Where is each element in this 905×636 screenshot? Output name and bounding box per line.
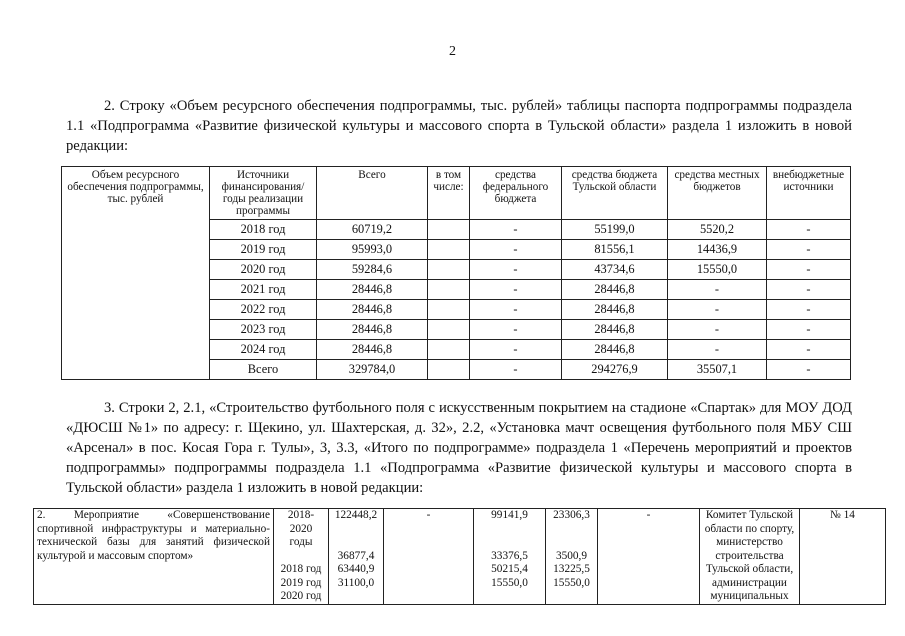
year-cell: 2018 год — [210, 220, 317, 240]
federal-cell: - — [470, 240, 562, 260]
local-cell: - — [668, 300, 767, 320]
table-label-cell: Объем ресурсного обеспечения подпрограммы, тыс. рублей — [62, 167, 210, 380]
extra-cell: - — [767, 360, 851, 380]
value: 15550,0 — [491, 576, 528, 589]
spacer — [277, 550, 325, 564]
regional-cell: 28446,8 — [562, 340, 668, 360]
spacer — [549, 536, 594, 550]
value: 63440,9 — [337, 563, 375, 575]
value: 15550,0 — [553, 576, 590, 589]
federal-cell: - — [470, 220, 562, 240]
federal-cell: - — [470, 360, 562, 380]
spacer — [332, 536, 380, 550]
indicator-cell: № 14 — [800, 509, 886, 605]
empty-cell — [428, 280, 470, 300]
year-cell: 2023 год — [210, 320, 317, 340]
local-cell: 35507,1 — [668, 360, 767, 380]
period-cell — [274, 509, 329, 605]
extra-cell: - — [767, 220, 851, 240]
paragraph-2 — [66, 398, 852, 498]
regional-cell: 43734,6 — [562, 260, 668, 280]
spacer — [477, 536, 542, 550]
header-cell: средства федерального бюджета — [470, 167, 562, 220]
year-cell: 2020 год — [210, 260, 317, 280]
total-cell: 95993,0 — [317, 240, 428, 260]
regional-cell: 28446,8 — [562, 300, 668, 320]
extra-cell: - — [767, 320, 851, 340]
extra-cell: - — [767, 240, 851, 260]
federal-cell: - — [470, 280, 562, 300]
total-cell: 60719,2 — [317, 220, 428, 240]
total-cell: 28446,8 — [317, 300, 428, 320]
extra-cell: - — [767, 340, 851, 360]
total-cell — [329, 509, 384, 605]
header-cell: Источники финансирования/ годы реализации программы — [210, 167, 317, 220]
empty-cell — [428, 340, 470, 360]
federal-cell: - — [470, 320, 562, 340]
table-row — [34, 509, 886, 605]
value: 122448,2 — [334, 509, 378, 521]
value: 50215,4 — [491, 563, 528, 575]
period: 2018-2020 годы — [287, 509, 315, 548]
total-cell: 28446,8 — [317, 340, 428, 360]
empty-cell — [428, 240, 470, 260]
regional-cell — [474, 509, 546, 605]
paragraph-1-text: 2. Строку «Объем ресурсного обеспечения подпрограммы, тыс. рублей» таблицы паспорта подпрограммы подраздела 1.1 «Подпрограмма «Развитие физической культуры и массового спорта в Тульской области» раздела 1 изложить в новой редакции: — [66, 98, 852, 154]
year-cell: Всего — [210, 360, 317, 380]
table-header-row — [62, 167, 851, 220]
federal-cell: - — [470, 340, 562, 360]
value: 31100,0 — [337, 576, 375, 589]
header-cell: Всего — [317, 167, 428, 220]
value: 99141,9 — [491, 509, 528, 521]
responsible-cell: Комитет Тульской области по спорту, министерство строительства Тульской области, администрации муниципальных — [700, 509, 800, 605]
local-cell: - — [668, 280, 767, 300]
empty-cell — [428, 300, 470, 320]
header-cell: средства бюджета Тульской области — [562, 167, 668, 220]
extra-cell: - — [767, 260, 851, 280]
extra-cell: - — [598, 509, 700, 605]
local-cell: 5520,2 — [668, 220, 767, 240]
federal-cell: - — [470, 300, 562, 320]
empty-cell — [428, 360, 470, 380]
extra-cell: - — [767, 280, 851, 300]
measures-table — [33, 508, 886, 605]
year: 2019 год — [280, 576, 322, 589]
local-cell — [546, 509, 598, 605]
paragraph-2-text: 3. Строки 2, 2.1, «Строительство футбольного поля с искусственным покрытием на стадионе «Спартак» для МОУ ДОД «ДЮСШ №1» по адресу: г. Щекино, ул. Шахтерская, д. 32», 2.2, «Установка мачт освещения футбольного поля МБУ СШ «Арсенал» в пос. Косая Гора г. Тулы», 3, 3.3, «Итого по подпрограмме» подраздела 1 «Перечень мероприятий и проектов подпрограммы» подпрограммы подраздела 1.1 «Подпрограмма «Развитие физической культуры и массового спорта в Тульской области» раздела 1 изложить в новой редакции: — [66, 400, 852, 496]
value: 36877,4 — [337, 549, 375, 562]
spacer — [477, 523, 542, 537]
measure-name-cell: 2. Мероприятие «Совершенствование спортивной инфраструктуры и материально-технической базы для занятий физической культурой и массовым спортом» — [34, 509, 274, 605]
header-cell: в том числе: — [428, 167, 470, 220]
regional-cell: 28446,8 — [562, 320, 668, 340]
regional-cell: 28446,8 — [562, 280, 668, 300]
total-cell: 329784,0 — [317, 360, 428, 380]
regional-cell: 294276,9 — [562, 360, 668, 380]
local-cell: - — [668, 340, 767, 360]
regional-cell: 55199,0 — [562, 220, 668, 240]
year-cell: 2022 год — [210, 300, 317, 320]
local-cell: 14436,9 — [668, 240, 767, 260]
empty-cell — [428, 220, 470, 240]
spacer — [332, 523, 380, 537]
paragraph-1 — [66, 96, 852, 156]
empty-cell — [428, 260, 470, 280]
value: 3500,9 — [555, 549, 588, 562]
total-cell: 28446,8 — [317, 280, 428, 300]
header-cell: средства местных бюджетов — [668, 167, 767, 220]
header-cell: внебюджетные источники — [767, 167, 851, 220]
regional-cell: 81556,1 — [562, 240, 668, 260]
year: 2020 год — [280, 590, 322, 602]
year-cell: 2021 год — [210, 280, 317, 300]
extra-cell: - — [767, 300, 851, 320]
local-cell: - — [668, 320, 767, 340]
year: 2018 год — [280, 563, 322, 575]
spacer — [549, 523, 594, 537]
total-cell: 28446,8 — [317, 320, 428, 340]
value: 23306,3 — [553, 509, 590, 521]
year-cell: 2019 год — [210, 240, 317, 260]
value: 33376,5 — [491, 549, 528, 562]
empty-cell — [428, 320, 470, 340]
local-cell: 15550,0 — [668, 260, 767, 280]
page-number: 2 — [449, 44, 456, 59]
federal-cell: - — [470, 260, 562, 280]
year-cell: 2024 год — [210, 340, 317, 360]
value: 13225,5 — [553, 563, 590, 575]
total-cell: 59284,6 — [317, 260, 428, 280]
resource-table — [61, 166, 851, 380]
federal-cell: - — [384, 509, 474, 605]
